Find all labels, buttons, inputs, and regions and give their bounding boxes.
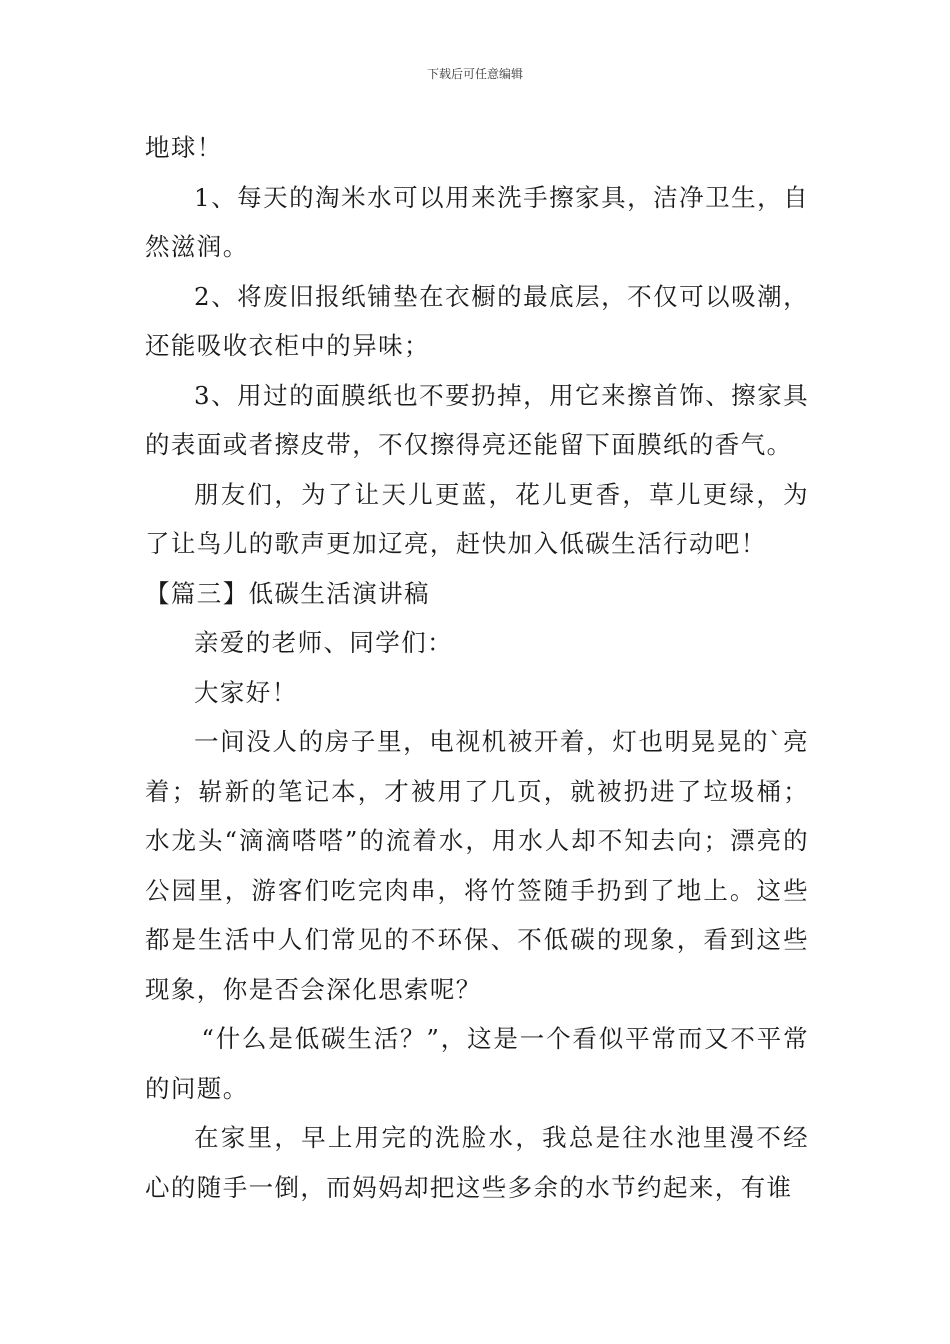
paragraph-tip-2: 2、将废旧报纸铺垫在衣橱的最底层，不仅可以吸潮，还能吸收衣柜中的异味； <box>145 281 809 360</box>
paragraph-home: 在家里，早上用完的洗脸水，我总是往水池里漫不经心的随手一倒，而妈妈却把这些多余的水节约起来，有谁 <box>145 1123 809 1202</box>
paragraph-tip-3: 3、用过的面膜纸也不要扔掉，用它来擦首饰、擦家具的表面或者擦皮带，不仅擦得亮还能留下面膜纸的香气。 <box>145 380 809 459</box>
paragraph-appeal: 朋友们，为了让天儿更蓝，花儿更香，草儿更绿，为了让鸟儿的歌声更加辽亮，赶快加入低碳生活行动吧！ <box>145 479 809 558</box>
paragraph-continuation: 地球！ <box>145 133 223 162</box>
paragraph-greeting: 大家好！ <box>194 677 298 707</box>
paragraph-tip-1: 1、每天的淘米水可以用来洗手擦家具，洁净卫生，自然滋润。 <box>145 182 809 261</box>
page-header: 下载后可任意编辑 <box>426 67 523 81</box>
section-heading: 【篇三】低碳生活演讲稿 <box>145 578 430 608</box>
paragraph-question: “什么是低碳生活？”，这是一个看似平常而又不平常的问题。 <box>145 1024 809 1103</box>
paragraph-scene: 一间没人的房子里，电视机被开着，灯也明晃晃的`亮着；崭新的笔记本，才被用了几页，就被扔进了垃圾桶；水龙头“滴滴嗒嗒”的流着水，用水人却不知去向；漂亮的公园里，游客们吃完肉串，将竹签随手扔到了地上。这些都是生活中人们常见的不环保、不低碳的现象，看到这些现象，你是否会深化思索呢？ <box>145 727 809 1004</box>
paragraph-salutation: 亲爱的老师、同学们： <box>194 628 453 657</box>
document-body <box>145 123 809 1212</box>
